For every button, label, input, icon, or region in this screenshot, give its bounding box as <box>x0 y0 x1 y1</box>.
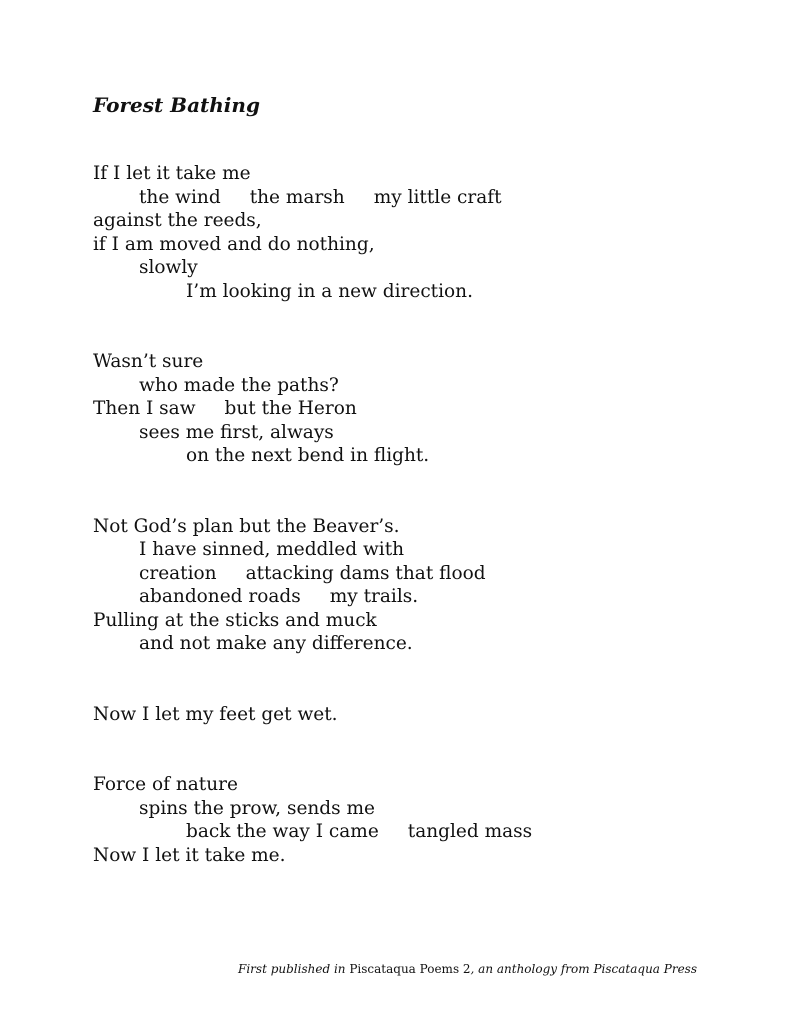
line-phrase: against the reeds, <box>93 210 262 231</box>
line-phrase: Then I saw <box>93 398 196 419</box>
stanza <box>93 162 532 303</box>
poem-line <box>93 773 532 797</box>
line-phrase: but the Heron <box>224 398 357 419</box>
line-phrase: the wind <box>139 186 221 208</box>
line-phrase: Wasn’t sure <box>93 351 204 372</box>
line-phrase: I’m looking in a new direction. <box>186 280 473 302</box>
line-phrase: attacking dams that flood <box>245 562 486 584</box>
poem-line <box>93 844 532 868</box>
publication-note <box>238 961 697 977</box>
line-phrase: abandoned roads <box>139 586 301 607</box>
poem-line <box>93 280 532 304</box>
publication-note-suffix: , an anthology from Piscataqua Press <box>470 962 697 976</box>
poem-line <box>93 797 532 821</box>
poem-line <box>93 209 532 233</box>
stanza <box>93 703 532 727</box>
stanza <box>93 773 532 867</box>
line-phrase: my little craft <box>373 186 502 208</box>
poem-line <box>93 256 532 280</box>
line-phrase: Pulling at the sticks and muck <box>93 609 377 631</box>
poem-title: Forest Bathing <box>93 93 260 117</box>
line-phrase: and not make any difference. <box>139 633 413 654</box>
line-phrase: creation <box>139 562 217 584</box>
line-phrase: Now I let it take me. <box>93 844 286 866</box>
line-phrase: on the next bend in flight. <box>186 445 430 466</box>
line-phrase: who made the paths? <box>139 374 339 396</box>
poem-line <box>93 515 532 539</box>
line-phrase: Not God’s plan but the Beaver’s. <box>93 515 400 537</box>
line-phrase: my trails. <box>329 586 419 607</box>
poem-body <box>93 162 532 914</box>
line-phrase: I have sinned, meddled with <box>139 539 405 560</box>
line-phrase: spins the prow, sends me <box>139 797 376 819</box>
publication-note-book: Piscataqua Poems 2 <box>345 962 471 976</box>
poem-line <box>93 820 532 844</box>
poem-line <box>93 421 532 445</box>
line-phrase: Now I let my feet get wet. <box>93 703 338 725</box>
line-phrase: slowly <box>139 257 198 278</box>
publication-note-prefix: First published in <box>238 962 346 976</box>
line-phrase: back the way I came <box>186 821 379 842</box>
poem-line <box>93 538 532 562</box>
line-phrase: Force of nature <box>93 774 238 795</box>
poem-line <box>93 233 532 257</box>
poem-line <box>93 444 532 468</box>
poem-line <box>93 374 532 398</box>
poem-line <box>93 397 532 421</box>
line-phrase: the marsh <box>249 186 345 208</box>
poem-line <box>93 562 532 586</box>
poem-line <box>93 350 532 374</box>
poem-line <box>93 703 532 727</box>
stanza <box>93 350 532 468</box>
poem-line <box>93 632 532 656</box>
line-phrase: tangled mass <box>407 821 533 842</box>
poem-line <box>93 609 532 633</box>
poem-line <box>93 162 532 186</box>
line-phrase: If I let it take me <box>93 163 251 184</box>
poem-line <box>93 186 532 210</box>
poem-line <box>93 585 532 609</box>
line-phrase: sees me first, always <box>139 421 334 443</box>
stanza <box>93 515 532 656</box>
line-phrase: if I am moved and do nothing, <box>93 233 375 255</box>
